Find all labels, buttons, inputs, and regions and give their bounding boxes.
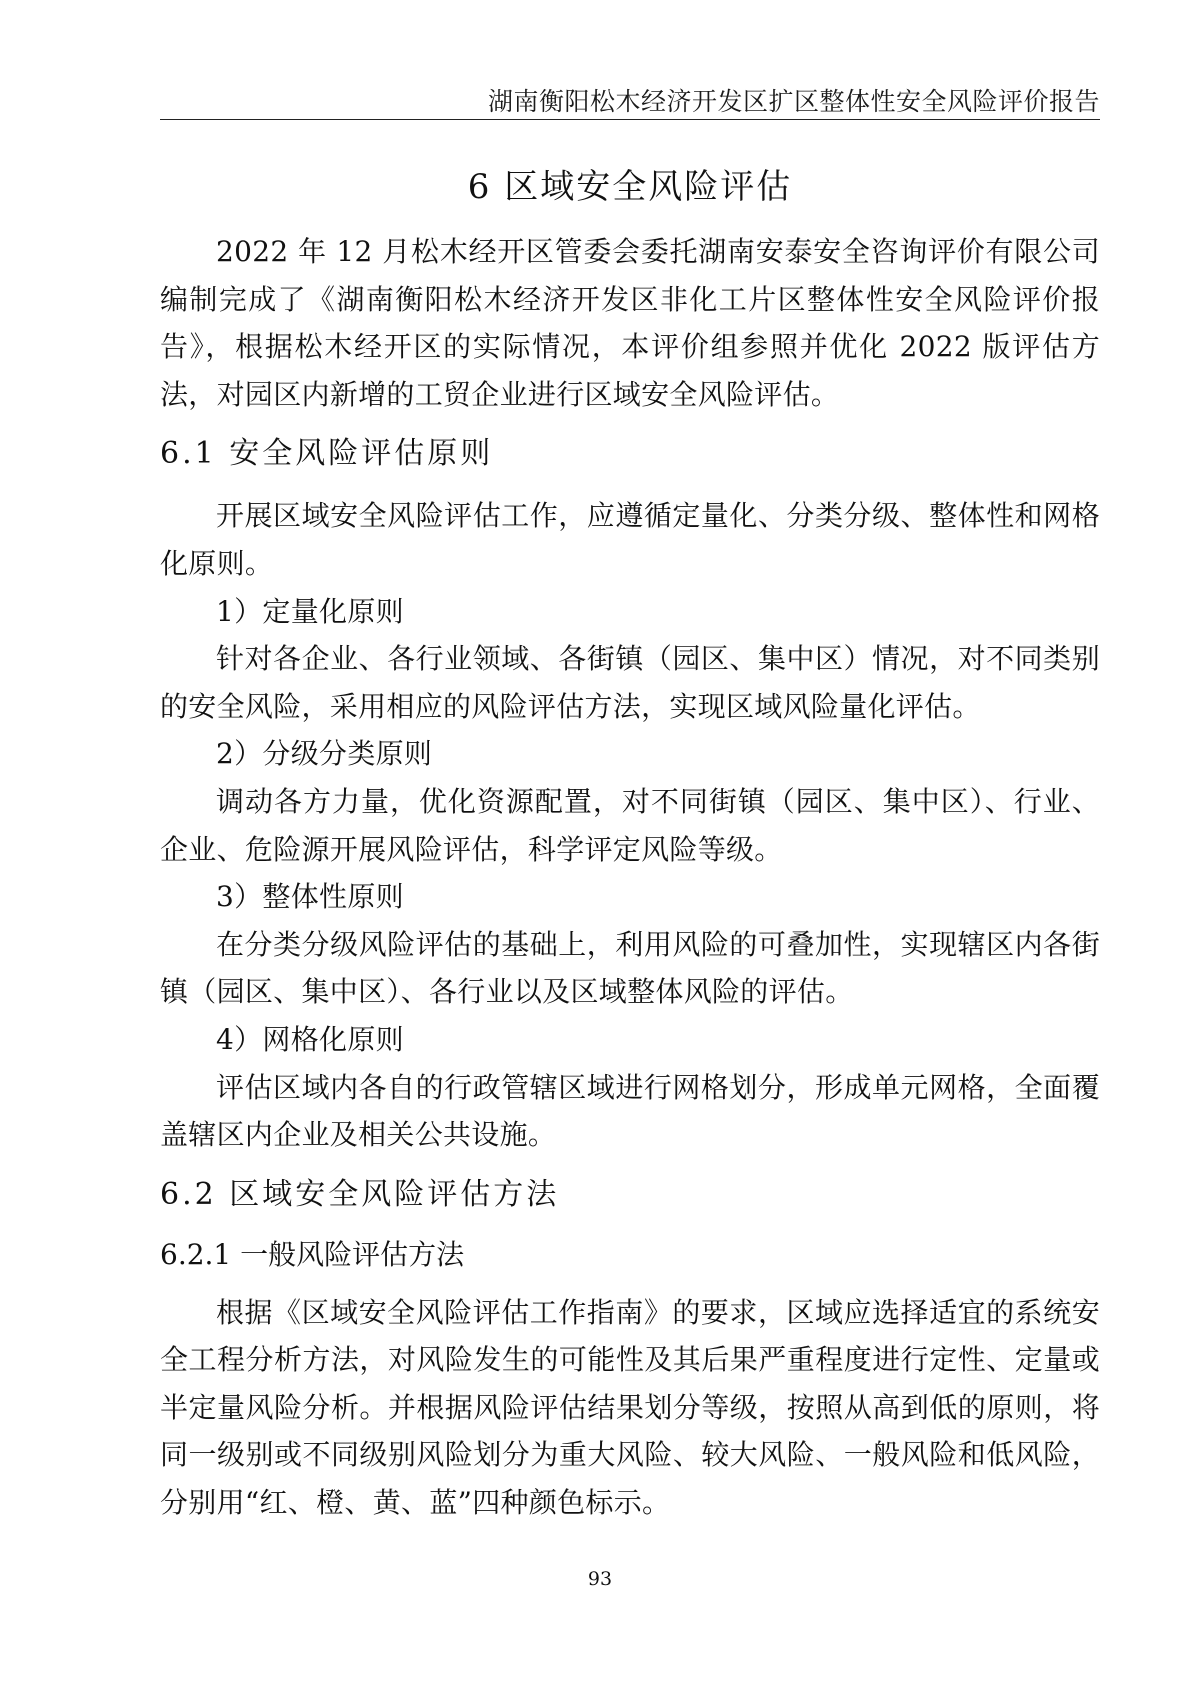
chapter-intro-paragraph: 2022 年 12 月松木经开区管委会委托湖南安泰安全咨询评价有限公司编制完成了《湖南衡阳松木经济开发区非化工片区整体性安全风险评价报告》，根据松木经开区的实际情况，本评价组参照并优化 2022 版评估方法，对园区内新增的工贸企业进行区域安全风险评估。 — [160, 235, 1100, 411]
page-number: 93 — [587, 1568, 613, 1590]
page-content — [160, 158, 1100, 1527]
principle-4-body: 评估区域内各自的行政管辖区域进行网格划分，形成单元网格，全面覆盖辖区内企业及相关公共设施。 — [160, 1070, 1100, 1152]
section-6-2-heading: 6.2 区域安全风险评估方法 — [160, 1176, 560, 1212]
header-rule — [160, 119, 1100, 120]
subsection-6-2-1-paragraph: 根据《区域安全风险评估工作指南》的要求，区域应选择适宜的系统安全工程分析方法，对风险发生的可能性及其后果严重程度进行定性、定量或半定量风险分析。并根据风险评估结果划分等级，按照从高到低的原则，将同一级别或不同级别风险划分为重大风险、较大风险、一般风险和低风险，分别用“红、橙、黄、蓝”四种颜色标示。 — [160, 1295, 1100, 1520]
principle-2-title: 2）分级分类原则 — [216, 737, 433, 771]
section-6-1-intro-paragraph: 开展区域安全风险评估工作，应遵循定量化、分类分级、整体性和网格化原则。 — [160, 499, 1100, 580]
subsection-6-2-1-heading: 6.2.1 一般风险评估方法 — [160, 1237, 465, 1271]
principle-1-title: 1）定量化原则 — [216, 594, 404, 628]
principle-2-body: 调动各方力量，优化资源配置，对不同街镇（园区、集中区）、行业、企业、危险源开展风险评估，科学评定风险等级。 — [160, 784, 1100, 866]
section-6-1-heading: 6.1 安全风险评估原则 — [160, 436, 494, 472]
principle-1-body: 针对各企业、各行业领域、各街镇（园区、集中区）情况，对不同类别的安全风险，采用相应的风险评估方法，实现区域风险量化评估。 — [160, 642, 1100, 723]
chapter-title: 6 区域安全风险评估 — [467, 167, 793, 207]
principle-4-title: 4）网格化原则 — [216, 1022, 404, 1056]
principle-3-body: 在分类分级风险评估的基础上，利用风险的可叠加性，实现辖区内各街镇（园区、集中区）、各行业以及区域整体风险的评估。 — [160, 927, 1100, 1009]
running-header: 湖南衡阳松木经济开发区扩区整体性安全风险评价报告 — [487, 87, 1100, 116]
principle-3-title: 3）整体性原则 — [216, 880, 404, 914]
